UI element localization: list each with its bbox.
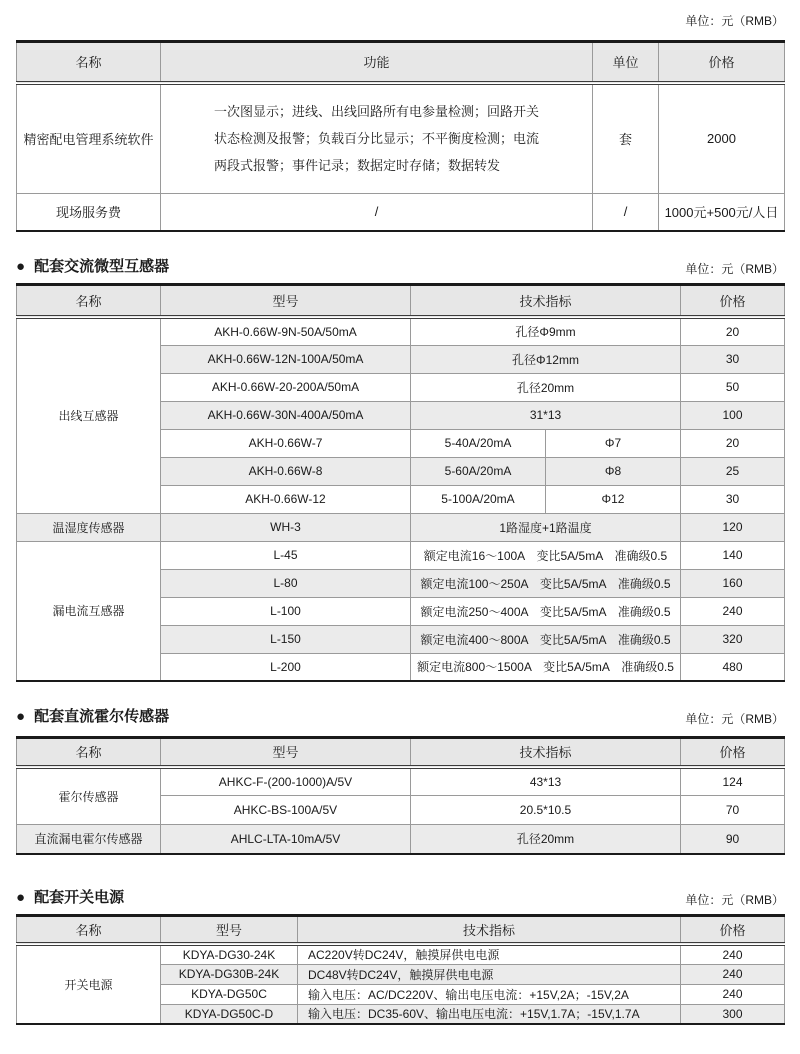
price-cell: 20: [681, 429, 785, 457]
unit-label: 单位：元（RMB）: [685, 892, 784, 907]
function-line: 状态检测及报警；负载百分比显示；不平衡度检测；电流: [213, 131, 539, 147]
price-cell: 160: [681, 569, 785, 597]
spec-cell: 20.5*10.5: [411, 796, 681, 825]
section-title-text: 配套交流微型互感器: [34, 257, 170, 275]
col-header-spec: 技术指标: [411, 738, 681, 767]
product-name-cell: 现场服务费: [17, 194, 161, 231]
col-header-price: 价格: [681, 915, 785, 944]
section-header-ac-transformers: [16, 257, 784, 277]
model-cell: L-80: [161, 569, 411, 597]
price-cell: 20: [681, 317, 785, 345]
price-cell: 320: [681, 625, 785, 653]
spec-diameter-cell: Φ7: [546, 429, 681, 457]
unit-label-row-top: [16, 12, 784, 30]
spec-cell: AC220V转DC24V，触摸屏供电电源: [298, 944, 681, 964]
price-cell: 480: [681, 653, 785, 681]
spec-cell: 额定电流800～1500A 变比5A/5mA 准确级0.5: [411, 653, 681, 681]
group-name-cell: 温湿度传感器: [17, 513, 161, 541]
section-title: [16, 888, 124, 908]
table-row: [17, 825, 785, 854]
model-cell: AKH-0.66W-7: [161, 429, 411, 457]
col-header-model: 型号: [161, 284, 411, 317]
group-name-cell: 霍尔传感器: [17, 767, 161, 825]
table-row: [17, 194, 785, 231]
col-header-spec: 技术指标: [298, 915, 681, 944]
product-name-cell: 精密配电管理系统软件: [17, 83, 161, 194]
group-name-cell: 直流漏电霍尔传感器: [17, 825, 161, 854]
model-cell: L-45: [161, 541, 411, 569]
unit-cell: 套: [593, 83, 659, 194]
unit-cell: /: [593, 194, 659, 231]
price-cell: 140: [681, 541, 785, 569]
unit-label: 单位：元（RMB）: [685, 261, 784, 276]
model-cell: KDYA-DG30B-24K: [161, 964, 298, 984]
model-cell: KDYA-DG50C-D: [161, 1004, 298, 1024]
ac-transformer-price-table: [16, 283, 785, 683]
section-title: [16, 257, 169, 277]
price-cell: 1000元+500元/人日: [659, 194, 785, 231]
col-header-spec: 技术指标: [411, 284, 681, 317]
model-cell: L-100: [161, 597, 411, 625]
table-row: [17, 317, 785, 345]
spec-cell: 孔径Φ9mm: [411, 317, 681, 345]
spec-diameter-cell: Φ12: [546, 485, 681, 513]
spec-cell: 输入电压：DC35-60V、输出电压电流：+15V,1.7A；-15V,1.7A: [298, 1004, 681, 1024]
table-row: [17, 541, 785, 569]
model-cell: AHLC-LTA-10mA/5V: [161, 825, 411, 854]
bullet-icon: ●: [16, 888, 26, 906]
price-cell: 30: [681, 485, 785, 513]
dc-hall-sensor-price-table: [16, 736, 785, 855]
col-header-name: 名称: [17, 738, 161, 767]
model-cell: AKH-0.66W-12: [161, 485, 411, 513]
function-text: [214, 98, 539, 179]
model-cell: WH-3: [161, 513, 411, 541]
col-header-price: 价格: [659, 42, 785, 83]
spec-cell: 孔径20mm: [411, 825, 681, 854]
section-title-text: 配套开关电源: [34, 888, 125, 906]
spec-diameter-cell: Φ8: [546, 457, 681, 485]
spec-cell: 31*13: [411, 401, 681, 429]
col-header-model: 型号: [161, 738, 411, 767]
section-title-text: 配套直流霍尔传感器: [34, 708, 170, 725]
spec-cell: 1路湿度+1路温度: [411, 513, 681, 541]
table-header-row: [17, 284, 785, 317]
price-cell: 30: [681, 345, 785, 373]
model-cell: AKH-0.66W-30N-400A/50mA: [161, 401, 411, 429]
bullet-icon: ●: [16, 257, 26, 275]
spec-cell: 孔径Φ12mm: [411, 345, 681, 373]
model-cell: AKH-0.66W-12N-100A/50mA: [161, 345, 411, 373]
col-header-name: 名称: [17, 915, 161, 944]
price-cell: 25: [681, 457, 785, 485]
price-cell: 240: [681, 964, 785, 984]
col-header-name: 名称: [17, 284, 161, 317]
spec-cell: 5-40A/20mA: [411, 429, 546, 457]
group-name-cell: 出线互感器: [17, 317, 161, 513]
col-header-function: 功能: [161, 42, 593, 83]
col-header-unit: 单位: [593, 42, 659, 83]
unit-label: 单位：元（RMB）: [685, 712, 784, 726]
model-cell: L-150: [161, 625, 411, 653]
section-header-dc-hall-sensors: [16, 707, 784, 727]
function-cell: /: [161, 194, 593, 231]
section-title: [16, 707, 169, 727]
group-name-cell: 开关电源: [17, 944, 161, 1024]
table-header-row: [17, 738, 785, 767]
group-name-cell: 漏电流互感器: [17, 541, 161, 681]
price-cell: 50: [681, 373, 785, 401]
price-cell: 90: [681, 825, 785, 854]
price-cell: 240: [681, 944, 785, 964]
model-cell: KDYA-DG50C: [161, 984, 298, 1004]
spec-cell: 孔径20mm: [411, 373, 681, 401]
price-cell: 100: [681, 401, 785, 429]
col-header-price: 价格: [681, 284, 785, 317]
spec-cell: 43*13: [411, 767, 681, 796]
table-row: [17, 944, 785, 964]
spec-cell: 额定电流250～400A 变比5A/5mA 准确级0.5: [411, 597, 681, 625]
model-cell: L-200: [161, 653, 411, 681]
price-cell: 240: [681, 597, 785, 625]
spec-cell: DC48V转DC24V，触摸屏供电电源: [298, 964, 681, 984]
section-header-switch-power: [16, 888, 784, 908]
model-cell: AKH-0.66W-9N-50A/50mA: [161, 317, 411, 345]
price-cell: 120: [681, 513, 785, 541]
spec-cell: 5-100A/20mA: [411, 485, 546, 513]
table-row: [17, 767, 785, 796]
table-row: [17, 83, 785, 194]
col-header-name: 名称: [17, 42, 161, 83]
model-cell: AKH-0.66W-8: [161, 457, 411, 485]
price-cell: 124: [681, 767, 785, 796]
price-cell: 70: [681, 796, 785, 825]
table-header-row: [17, 42, 785, 83]
spec-cell: 额定电流100～250A 变比5A/5mA 准确级0.5: [411, 569, 681, 597]
unit-label: 单位：元（RMB）: [685, 14, 784, 28]
table-header-row: [17, 915, 785, 944]
spec-cell: 额定电流16～100A 变比5A/5mA 准确级0.5: [411, 541, 681, 569]
spec-cell: 额定电流400～800A 变比5A/5mA 准确级0.5: [411, 625, 681, 653]
function-cell: [161, 83, 593, 194]
software-price-table: [16, 40, 785, 232]
model-cell: AHKC-F-(200-1000)A/5V: [161, 767, 411, 796]
price-cell: 2000: [659, 83, 785, 194]
spec-cell: 输入电压：AC/DC220V、输出电压电流：+15V,2A；-15V,2A: [298, 984, 681, 1004]
spec-cell: 5-60A/20mA: [411, 457, 546, 485]
switch-power-price-table: [16, 914, 785, 1026]
table-row: [17, 513, 785, 541]
price-cell: 300: [681, 1004, 785, 1024]
function-line: 一次图显示；进线、出线回路所有电参量检测；回路开关: [213, 104, 539, 120]
col-header-model: 型号: [161, 915, 298, 944]
model-cell: AKH-0.66W-20-200A/50mA: [161, 373, 411, 401]
model-cell: AHKC-BS-100A/5V: [161, 796, 411, 825]
model-cell: KDYA-DG30-24K: [161, 944, 298, 964]
price-cell: 240: [681, 984, 785, 1004]
bullet-icon: ●: [16, 708, 26, 725]
col-header-price: 价格: [681, 738, 785, 767]
function-line: 两段式报警；事件记录；数据定时存储；数据转发: [213, 158, 500, 174]
